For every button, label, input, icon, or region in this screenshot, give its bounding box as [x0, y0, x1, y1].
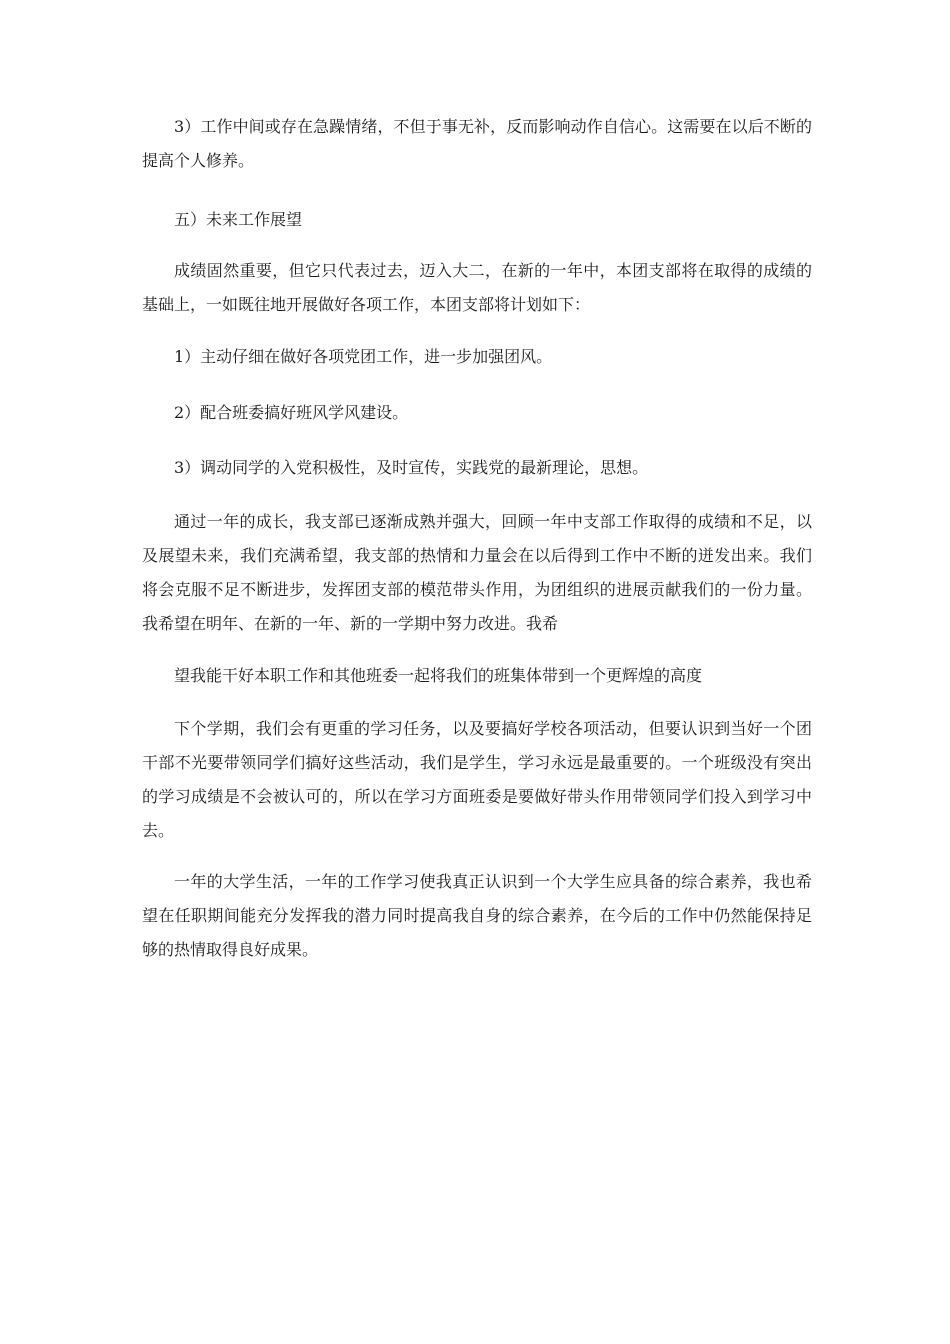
paragraph-plan-intro: 成绩固然重要，但它只代表过去，迈入大二，在新的一年中，本团支部将在取得的成绩的基础上，一如既往地开展做好各项工作，本团支部将计划如下： [142, 261, 812, 314]
paragraph-self-reflection-3: 3）工作中间或存在急躁情绪，不但于事无补，反而影响动作自信心。这需要在以后不断的提高个人修养。 [142, 117, 812, 170]
paragraph-continuation-hope: 望我能干好本职工作和其他班委一起将我们的班集体带到一个更辉煌的高度 [174, 666, 703, 685]
plan-item-1: 1）主动仔细在做好各项党团工作，进一步加强团风。 [174, 347, 553, 366]
paragraph-growth-review: 通过一年的成长，我支部已逐渐成熟并强大，回顾一年中支部工作取得的成绩和不足，以及展望未来，我们充满希望，我支部的热情和力量会在以后得到工作中不断的迸发出来。我们将会克服不足不断进步，发挥团支部的模范带头作用，为团组织的进展贡献我们的一份力量。我希望在明年、在新的一年、新的一学期中努力改进。我希 [142, 512, 812, 633]
plan-item-3: 3）调动同学的入党积极性，及时宣传，实践党的最新理论，思想。 [174, 458, 649, 477]
plan-item-2: 2）配合班委搞好班风学风建设。 [174, 403, 409, 422]
paragraph-next-semester: 下个学期，我们会有更重的学习任务，以及要搞好学校各项活动，但要认识到当好一个团干部不光要带领同学们搞好这些活动，我们是学生，学习永远是最重要的。一个班级没有突出的学习成绩是不会被认可的，所以在学习方面班委是要做好带头作用带领同学们投入到学习中去。 [142, 719, 812, 840]
paragraph-conclusion: 一年的大学生活，一年的工作学习使我真正认识到一个大学生应具备的综合素养，我也希望在任职期间能充分发挥我的潜力同时提高我自身的综合素养，在今后的工作中仍然能保持足够的热情取得良好成果。 [142, 872, 812, 959]
section-heading-future-outlook: 五）未来工作展望 [174, 210, 303, 229]
